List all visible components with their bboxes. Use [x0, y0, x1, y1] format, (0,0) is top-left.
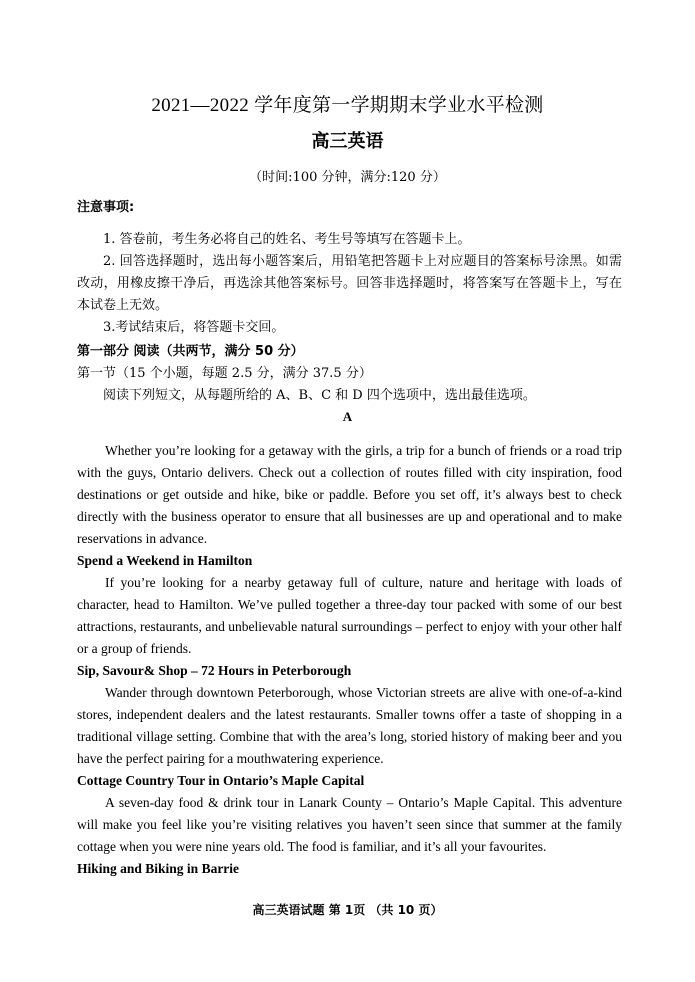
- section-body-hamilton: If you’re looking for a nearby getaway full of culture, nature and heritage with loads of character, head to Hamilton. We’ve pulled together a three-day tour packed with some of our best attractions, restaurants, and unbelievable natural surroundings – perfect to enjoy with your other half or a group of friends.: [77, 575, 622, 656]
- page-footer: 高三英语试题 第 1页 （共 10 页）: [252, 903, 443, 917]
- notice-heading: 注意事项:: [77, 200, 135, 215]
- passage-label: A: [342, 409, 353, 424]
- passage-intro: Whether you’re looking for a getaway with the girls, a trip for a bunch of friends or a road trip with the guys, Ontario delivers. Check out a collection of routes filled with city inspiration, food destinations or get outside and hike, bike or paddle. Before you set off, it’s always best to check directly with the business operator to ensure that all businesses are up and operational and to make reservations in advance.: [77, 443, 622, 546]
- section-body-peterborough: Wander through downtown Peterborough, whose Victorian streets are alive with one-of-a-kind stores, independent dealers and the latest restaurants. Smaller towns offer a taste of shopping in a traditional village setting. Combine that with the area’s long, storied history of making beer and you have the perfect pairing for a mouthwatering experience.: [77, 685, 622, 766]
- section-heading: 第一节（15 个小题，每题 2.5 分，满分 37.5 分）: [77, 366, 372, 381]
- passage-body: [77, 440, 622, 880]
- notice-item: 3.考试结束后，将答题卡交回。: [103, 320, 285, 335]
- section-heading-lanark: Cottage Country Tour in Ontario’s Maple Capital: [77, 773, 365, 788]
- exam-title: 2021—2022 学年度第一学期期末学业水平检测: [151, 95, 544, 116]
- reading-instructions: 阅读下列短文，从每题所给的 A、B、C 和 D 四个选项中，选出最佳选项。: [103, 388, 536, 403]
- exam-meta: （时间:100 分钟，满分:120 分）: [249, 170, 446, 185]
- section-heading-barrie: Hiking and Biking in Barrie: [77, 861, 240, 876]
- subject-title: 高三英语: [311, 131, 384, 152]
- section-heading-hamilton: Spend a Weekend in Hamilton: [77, 553, 253, 568]
- notice-item: 1. 答卷前，考生务必将自己的姓名、考生号等填写在答题卡上。: [103, 232, 471, 247]
- part-heading: 第一部分 阅读（共两节，满分 50 分）: [77, 344, 304, 359]
- section-heading-peterborough: Sip, Savour& Shop – 72 Hours in Peterborough: [77, 663, 352, 678]
- section-body-lanark: A seven-day food & drink tour in Lanark County – Ontario’s Maple Capital. This adventure will make you feel like you’re visiting relatives you haven’t seen since that summer at the family cottage when you were nine years old. The food is familiar, and it’s all your favourites.: [77, 795, 622, 854]
- notice-item: 2. 回答选择题时，选出每小题答案后，用铅笔把答题卡上对应题目的答案标号涂黑。如需改动，用橡皮擦干净后，再选涂其他答案标号。回答非选择题时，将答案写在答题卡上，写在本试卷上无效。: [77, 254, 622, 313]
- notice-list: [77, 229, 622, 339]
